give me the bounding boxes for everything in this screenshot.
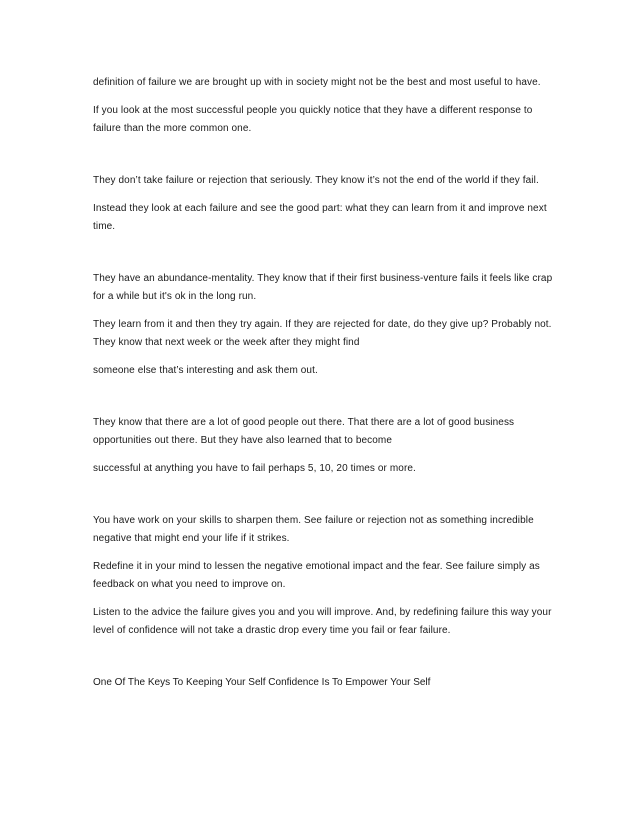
paragraph-2: If you look at the most successful people you quickly notice that they have a different response to failure than the more common one.: [93, 105, 533, 134]
paragraph-9: successful at anything you have to fail perhaps 5, 10, 20 times or more.: [93, 463, 416, 474]
paragraph-8: They know that there are a lot of good people out there. That there are a lot of good business opportunities out there. But they have also learned that to become: [93, 417, 515, 446]
paragraph-10: You have work on your skills to sharpen them. See failure or rejection not as something incredible negative that might end your life if it strikes.: [93, 515, 534, 544]
paragraph-4: Instead they look at each failure and see the good part: what they can learn from it and improve next time.: [93, 203, 547, 232]
paragraph-7: someone else that’s interesting and ask them out.: [93, 365, 318, 376]
paragraph-3: They don’t take failure or rejection that seriously. They know it’s not the end of the world if they fail.: [93, 175, 539, 186]
paragraph-12: Listen to the advice the failure gives you and you will improve. And, by redefining failure this way your level of confidence will not take a drastic drop every time you fail or fear failure.: [93, 607, 552, 636]
paragraph-6: They learn from it and then they try again. If they are rejected for date, do they give up? Probably not. They know that next week or the week after they might find: [93, 319, 552, 348]
paragraph-1: definition of failure we are brought up with in society might not be the best and most useful to have.: [93, 77, 541, 88]
paragraph-11: Redefine it in your mind to lessen the negative emotional impact and the fear. See failure simply as feedback on what you need to improve on.: [93, 561, 540, 590]
section-heading: One Of The Keys To Keeping Your Self Confidence Is To Empower Your Self: [93, 677, 431, 688]
document-body: [93, 74, 553, 692]
paragraph-5: They have an abundance-mentality. They know that if their first business-venture fails it feels like crap for a while but it's ok in the long run.: [93, 273, 553, 302]
